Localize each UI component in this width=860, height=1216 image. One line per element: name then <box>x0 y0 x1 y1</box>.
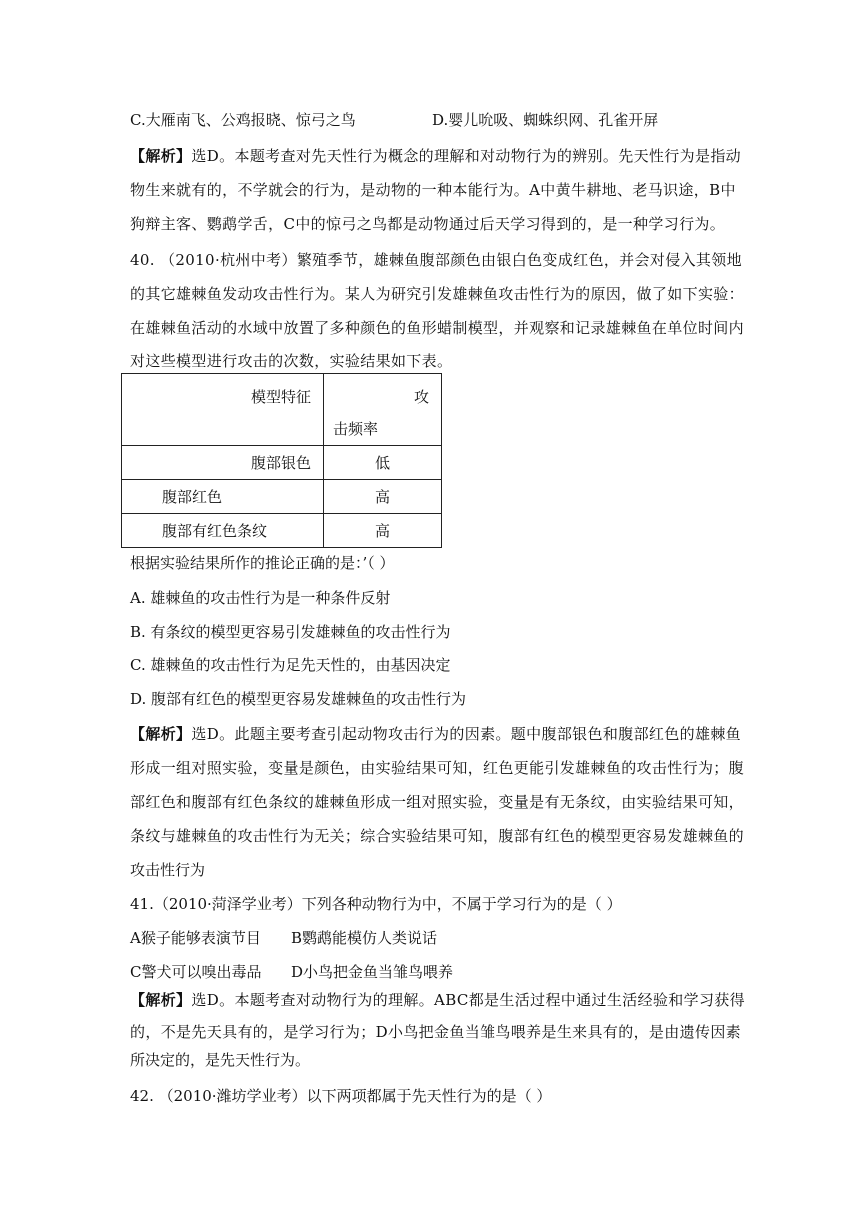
analysis-39-line-2: 物生来就有的，不学就会的行为，是动物的一种本能行为。A中黄牛耕地、老马识途，B中 <box>130 181 736 199</box>
question-40-line-2: 的其它雄棘鱼发动攻击性行为。某人为研究引发雄棘鱼攻击性行为的原因，做了如下实验： <box>130 285 745 303</box>
analysis-tag: 【解析】 <box>130 725 192 743</box>
option-c-41: C警犬可以嗅出毒品 <box>130 963 262 981</box>
option-a-41: A猴子能够表演节目 <box>130 929 261 947</box>
experiment-table <box>121 373 442 548</box>
question-40-line-4: 对这些模型进行攻击的次数，实验结果如下表。 <box>130 352 453 370</box>
analysis-41-line-1 <box>130 990 745 1010</box>
option-d-40: D. 腹部有红色的模型更容易发雄棘鱼的攻击性行为 <box>130 690 467 708</box>
analysis-40-line-5: 攻击性行为 <box>130 861 206 879</box>
analysis-tag: 【解析】 <box>130 991 192 1009</box>
option-b-41: B鹦鹉能模仿人类说话 <box>291 929 438 947</box>
table-row <box>122 480 442 514</box>
header-frequency-a: 攻 <box>413 388 429 406</box>
option-c: C.大雁南飞、公鸡报晓、惊弓之鸟 <box>130 111 356 129</box>
analysis-40-line-4: 条纹与雄棘鱼的攻击性行为无关；综合实验结果可知，腹部有红色的模型更容易发雄棘鱼的 <box>130 827 745 845</box>
header-feature-text: 模型特征 <box>250 388 311 406</box>
analysis-text: 选D。本题考查对先天性行为概念的理解和对动物行为的辨别。先天性行为是指动 <box>191 147 742 165</box>
table-row <box>122 446 442 480</box>
option-d-line <box>432 110 658 130</box>
question-40-line-1: 40. （2010·杭州中考）繁殖季节，雄棘鱼腹部颜色由银白色变成红色，并会对侵入其领地 <box>130 251 742 269</box>
header-frequency <box>324 374 442 446</box>
table-header-row <box>122 374 442 446</box>
analysis-40-line-3: 部红色和腹部有红色条纹的雄棘鱼形成一组对照实验，变量是有无条纹，由实验结果可知， <box>130 793 745 811</box>
analysis-39-line-3: 狗辩主客、鹦鹉学舌，C中的惊弓之鸟都是动物通过后天学习得到的，是一种学习行为。 <box>130 215 726 233</box>
row-frequency: 高 <box>324 480 442 514</box>
question-42: 42. （2010·潍坊学业考）以下两项都属于先天性行为的是（ ） <box>130 1087 552 1105</box>
question-40-prompt: 根据实验结果所作的推论正确的是：’（ ） <box>130 554 395 572</box>
analysis-40-line-2: 形成一组对照实验，变量是颜色，由实验结果可知，红色更能引发雄棘鱼的攻击性行为；腹 <box>130 759 745 777</box>
row-feature: 腹部有红色条纹 <box>122 514 324 548</box>
header-feature <box>122 374 324 446</box>
analysis-text: 选D。本题考查对动物行为的理解。ABC都是生活过程中通过生活经验和学习获得 <box>191 991 745 1009</box>
option-b-40: B. 有条纹的模型更容易引发雄棘鱼的攻击性行为 <box>130 623 451 641</box>
header-frequency-b: 击频率 <box>333 420 379 438</box>
option-d: D.婴儿吮吸、蜘蛛织网、孔雀开屏 <box>432 111 659 129</box>
option-a-40: A. 雄棘鱼的攻击性行为是一种条件反射 <box>130 589 391 607</box>
option-d-41: D小鸟把金鱼当雏鸟喂养 <box>291 963 454 981</box>
row-frequency: 低 <box>324 446 442 480</box>
option-c-40: C. 雄棘鱼的攻击性行为足先天性的，由基因决定 <box>130 656 451 674</box>
analysis-39-line-1 <box>130 146 741 166</box>
analysis-41-line-2: 的，不是先天具有的，是学习行为；D小鸟把金鱼当雏鸟喂养是生来具有的，是由遗传因素 <box>130 1023 742 1041</box>
table-row <box>122 514 442 548</box>
row-feature: 腹部银色 <box>122 446 324 480</box>
row-feature: 腹部红色 <box>122 480 324 514</box>
analysis-text: 选D。此题主要考查引起动物攻击行为的因素。题中腹部银色和腹部红色的雄棘鱼 <box>191 725 742 743</box>
analysis-tag: 【解析】 <box>130 147 192 165</box>
question-40-line-3: 在雄棘鱼活动的水域中放置了多种颜色的鱼形蜡制模型，并观察和记录雄棘鱼在单位时间内 <box>130 319 745 337</box>
analysis-41-line-3: 所决定的，是先天性行为。 <box>130 1051 311 1069</box>
analysis-40-line-1 <box>130 724 741 744</box>
row-frequency: 高 <box>324 514 442 548</box>
question-41: 41.（2010·菏泽学业考）下列各种动物行为中，不属于学习行为的是（ ） <box>130 895 622 913</box>
option-c-line <box>130 110 356 130</box>
